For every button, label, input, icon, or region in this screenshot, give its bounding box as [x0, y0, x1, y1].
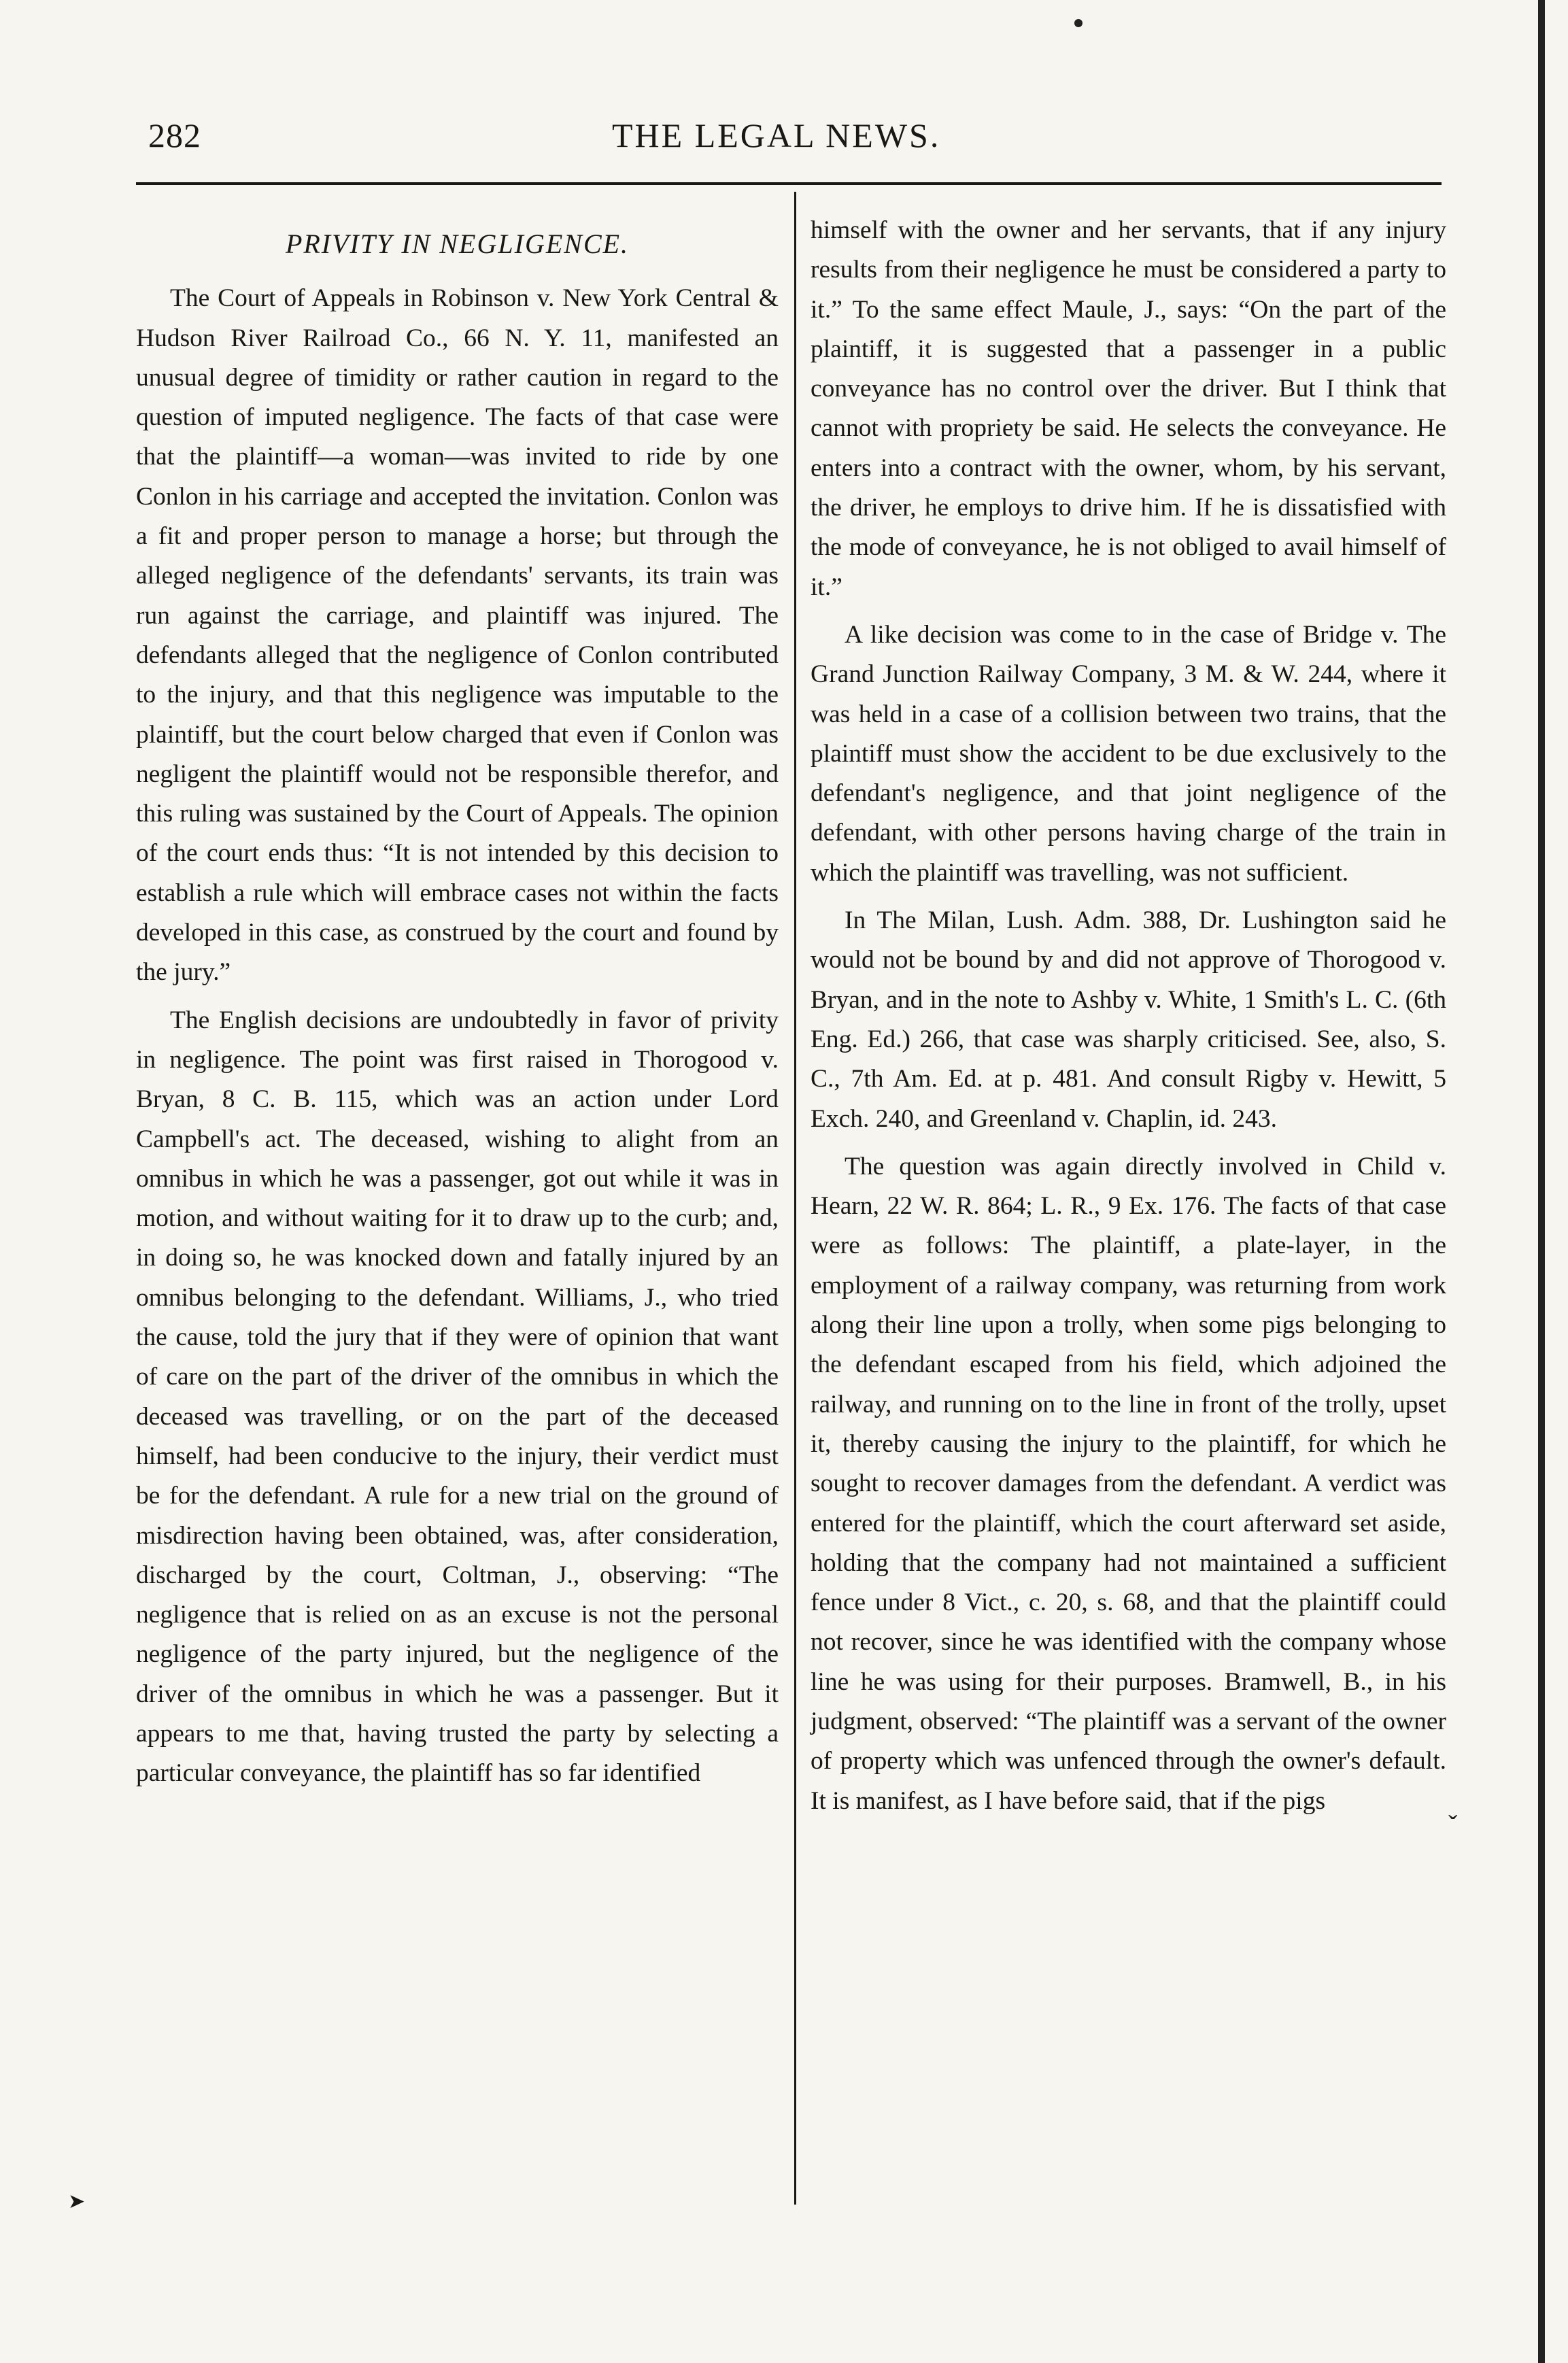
- column-divider: [794, 192, 796, 2205]
- page-header: [136, 116, 1428, 170]
- margin-tick-icon: ˇ: [1448, 1809, 1458, 1840]
- running-title: THE LEGAL NEWS.: [612, 116, 941, 154]
- paragraph: The question was again directly involved in Child v. Hearn, 22 W. R. 864; L. R., 9 Ex. 176. The facts of that case were as follows: The plaintiff, a plate-layer, in the employment of a railway company, was returning from work along their line upon a trolly, when some pigs belonging to the defendant escaped from his field, which adjoined the railway, and running on to the line in front of the trolly, upset it, thereby causing the injury to the plaintiff, for which he sought to recover damages from the defendant. A verdict was entered for the plaintiff, which the court afterward set aside, holding that the company had not maintained a sufficient fence under 8 Vict., c. 20, s. 68, and that the plaintiff could not recover, since he was identified with the company whose line he was using for their purposes. Bramwell, B., in his judgment, observed: “The plaintiff was a servant of the owner of property which was unfenced through the owner's default. It is manifest, as I have before said, that if the pigs: [811, 1152, 1446, 1815]
- page-edge-shadow: [1538, 0, 1545, 2363]
- ink-speck: [1074, 19, 1083, 27]
- margin-mark-icon: ➤: [68, 2190, 86, 2213]
- paragraph: In The Milan, Lush. Adm. 388, Dr. Lushington said he would not be bound by and did not approve of Thorogood v. Bryan, and in the note to Ashby v. White, 1 Smith's L. C. (6th Eng. Ed.) 266, that case was sharply criticised. See, also, S. C., 7th Am. Ed. at p. 481. And consult Rigby v. Hewitt, 5 Exch. 240, and Greenland v. Chaplin, id. 243.: [811, 906, 1446, 1133]
- page-number: 282: [148, 116, 201, 154]
- paragraph-continuation: himself with the owner and her servants, that if any injury results from their negligence he must be considered a party to it.” To the same effect Maule, J., says: “On the part of the plaintiff, it is suggested that a passenger in a public conveyance has no control over the driver. But I think that cannot with propriety be said. He selects the conveyance. He enters into a contract with the owner, whom, by his servant, the driver, he employs to drive him. If he is dissatisfied with the mode of conveyance, he is not obliged to avail himself of it.”: [811, 216, 1446, 601]
- paragraph: The English decisions are undoubtedly in favor of privity in negligence. The point was first raised in Thorogood v. Bryan, 8 C. B. 115, which was an action under Lord Campbell's act. The deceased, wishing to alight from an omnibus in which he was a passenger, got out while it was in motion, and without waiting for it to draw up to the curb; and, in doing so, he was knocked down and fatally injured by an omnibus belonging to the defendant. Williams, J., who tried the cause, told the jury that if they were of opinion that want of care on the part of the driver of the omnibus in which the deceased was travelling, or on the part of the deceased himself, had been conducive to the injury, their verdict must be for the defendant. A rule for a new trial on the ground of misdirection having been obtained, was, after consideration, discharged by the court, Coltman, J., observing: “The negligence that is relied on as an excuse is not the personal negligence of the party injured, but the negligence of the driver of the omnibus in which he was a passenger. But it appears to me that, having trusted the party by selecting a particular conveyance, the plaintiff has so far identified: [136, 1006, 779, 1788]
- paragraph: The Court of Appeals in Robinson v. New York Central & Hudson River Railroad Co., 66 N. Y. 11, manifested an unusual degree of timidity or rather caution in regard to the question of imputed negligence. The facts of that case were that the plaintiff—a woman—was invited to ride by one Conlon in his carriage and accepted the invitation. Conlon was a fit and proper person to manage a horse; but through the alleged negligence of the defendants' servants, its train was run against the carriage, and plaintiff was injured. The defendants alleged that the negligence of Conlon contributed to the injury, and that this negligence was imputable to the plaintiff, but the court below charged that even if Conlon was negligent the plaintiff would not be responsible therefor, and this ruling was sustained by the Court of Appeals. The opinion of the court ends thus: “It is not intended by this decision to establish a rule which will embrace cases not within the facts developed in this case, as construed by the court and found by the jury.”: [136, 284, 779, 987]
- article-title: PRIVITY IN NEGLIGENCE.: [285, 228, 630, 259]
- left-column: [136, 211, 779, 1794]
- header-rule: [136, 182, 1442, 185]
- right-column: [811, 211, 1446, 1821]
- paragraph: A like decision was come to in the case of Bridge v. The Grand Junction Railway Company, 3 M. & W. 244, where it was held in a case of a collision between two trains, that the plaintiff must show the accident to be due exclusively to the defendant's negligence, and that joint negligence of the defendant, with other persons having charge of the train in which the plaintiff was travelling, was not sufficient.: [811, 620, 1446, 887]
